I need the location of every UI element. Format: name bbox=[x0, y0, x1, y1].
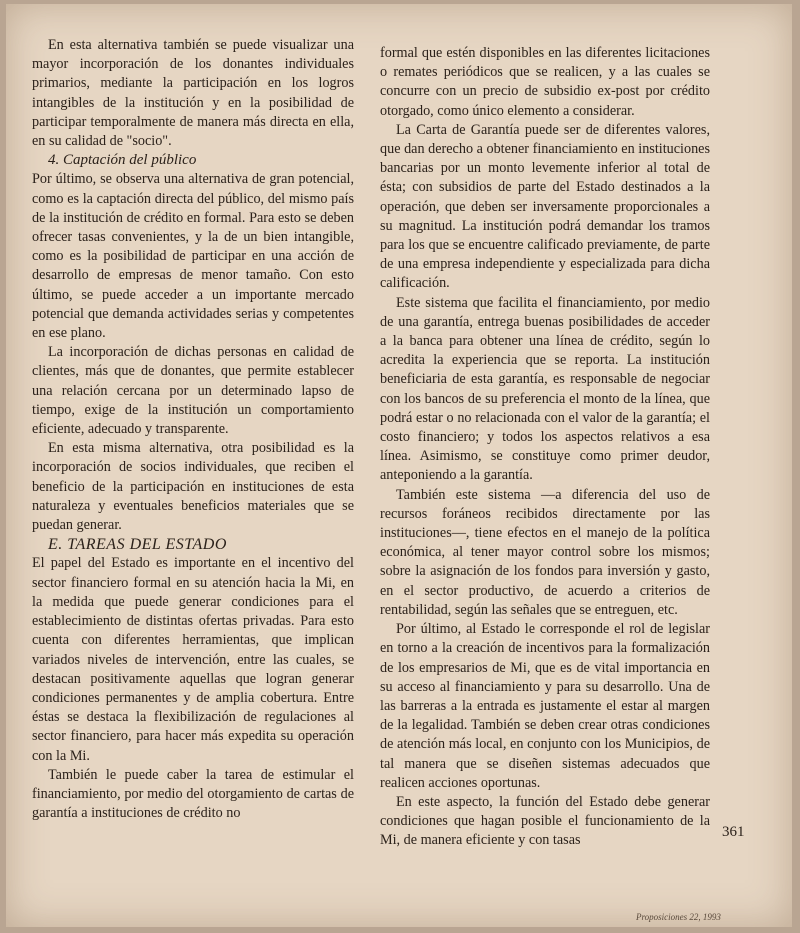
page-number: 361 bbox=[722, 824, 745, 840]
paragraph: Este sistema que facilita el financiamiento, por medio de una garantía, entrega buenas posibilidades de acceder a la banca para obtener una línea de crédito, según lo acredita la experiencia que se reporta. La institución beneficiaria de esta garantía, es responsable de negociar con los bancos de su preferencia el monto de la línea, que podrá estar o no relacionada con el valor de la garantía; el costo financiero; y todos los aspectos relativos a esa línea. Asimismo, se constituye como primer deudor, anteponiendo a la garantía. bbox=[380, 294, 710, 484]
paragraph: Por último, al Estado le corresponde el rol de legislar en torno a la creación de incentivos para la formalización de los empresarios de Mi, que es de vital importancia en su acceso al financiamiento y para su desarrollo. Una de las barreras a la entrada es justamente el estar al margen de la legalidad. También se deben crear otras condiciones de atención más local, en conjunto con los Municipios, de tal manera que se diseñen sistemas adecuados que realicen acciones oportunas. bbox=[380, 621, 710, 791]
paragraph: También le puede caber la tarea de estimular el financiamiento, por medio del otorgamiento de cartas de garantía a instituciones de crédito no bbox=[32, 766, 354, 822]
paragraph: En este aspecto, la función del Estado debe generar condiciones que hagan posible el funcionamiento de la Mi, de manera eficiente y con tasas bbox=[380, 793, 710, 849]
paragraph: formal que estén disponibles en las diferentes licitaciones o remates periódicos que se realicen, y a las cuales se concurre con un precio de subsidio ex-post por crédito otorgado, como único elemento a considerar. bbox=[380, 45, 710, 119]
paragraph: También este sistema —a diferencia del uso de recursos foráneos recibidos directamente por las instituciones—, tiene efectos en el manejo de la política económica, al tener mayor control sobre los mismos; sobre la asignación de los fondos para inversión y gasto, en el sector productivo, de acuerdo a criterios de rentabilidad, según las señales que se entreguen, etc. bbox=[380, 486, 710, 618]
paragraph: La Carta de Garantía puede ser de diferentes valores, que dan derecho a obtener financiamiento en instituciones bancarias por un monto levemente inferior al total de ésta; con subsidios de parte del Estado destinados a la operación, que deben ser inversamente proporcionales a su magnitud. La institución podrá demandar los tramos para los que se encuentre calificado previamente, de parte de una empresa independiente y especializada para dicha calificación. bbox=[380, 121, 710, 292]
paragraph: La incorporación de dichas personas en calidad de clientes, más que de donantes, que permite establecer una relación cercana por un determinado lapso de tiempo, exige de la institución un comportamiento eficiente, adecuado y transparente. bbox=[32, 344, 354, 438]
right-column bbox=[380, 44, 710, 851]
paragraph: Por último, se observa una alternativa de gran potencial, como es la captación directa del público, del mismo país de la institución de crédito en formal. Para esto se deben ofrecer tasas convenientes, y la de un bien intangible, como es la posibilidad de participar en una acción de desarrollo de empresas de menor tamaño. Con esto último, se puede acceder a un importante mercado potencial que demanda actividades serias y competentes en ese plano. bbox=[32, 171, 354, 342]
paragraph: El papel del Estado es importante en el incentivo del sector financiero formal en su atención hacia la Mi, en la medida que puede generar condiciones para el establecimiento de distintas ofertas privadas. Para esto cuenta con diferentes herramientas, que implican variados niveles de intervención, entre las cuales, se destacan positivamente aquellas que logran generar condiciones permanentes y de amplia cobertura. Entre éstas se destaca la flexibilización de regulaciones al sector financiero, para hacer más expedita su operación con la Mi. bbox=[32, 555, 354, 764]
section-heading-e: E. TAREAS DEL ESTADO bbox=[48, 536, 227, 554]
document-page bbox=[6, 4, 792, 927]
page-footer: Proposiciones 22, 1993 bbox=[636, 912, 721, 922]
left-column bbox=[32, 36, 354, 823]
section-heading-4: 4. Captación del público bbox=[48, 152, 197, 169]
paragraph: En esta misma alternativa, otra posibilidad es la incorporación de socios individuales, que reciben el beneficio de la participación en instituciones de esta naturaleza y eventuales beneficios materiales que se puedan generar. bbox=[32, 440, 354, 534]
paragraph: En esta alternativa también se puede visualizar una mayor incorporación de los donantes individuales primarios, mediante la participación en los logros intangibles de la institución y en la posibilidad de participar temporalmente de manera más directa en ella, en su calidad de "socio". bbox=[32, 37, 354, 150]
